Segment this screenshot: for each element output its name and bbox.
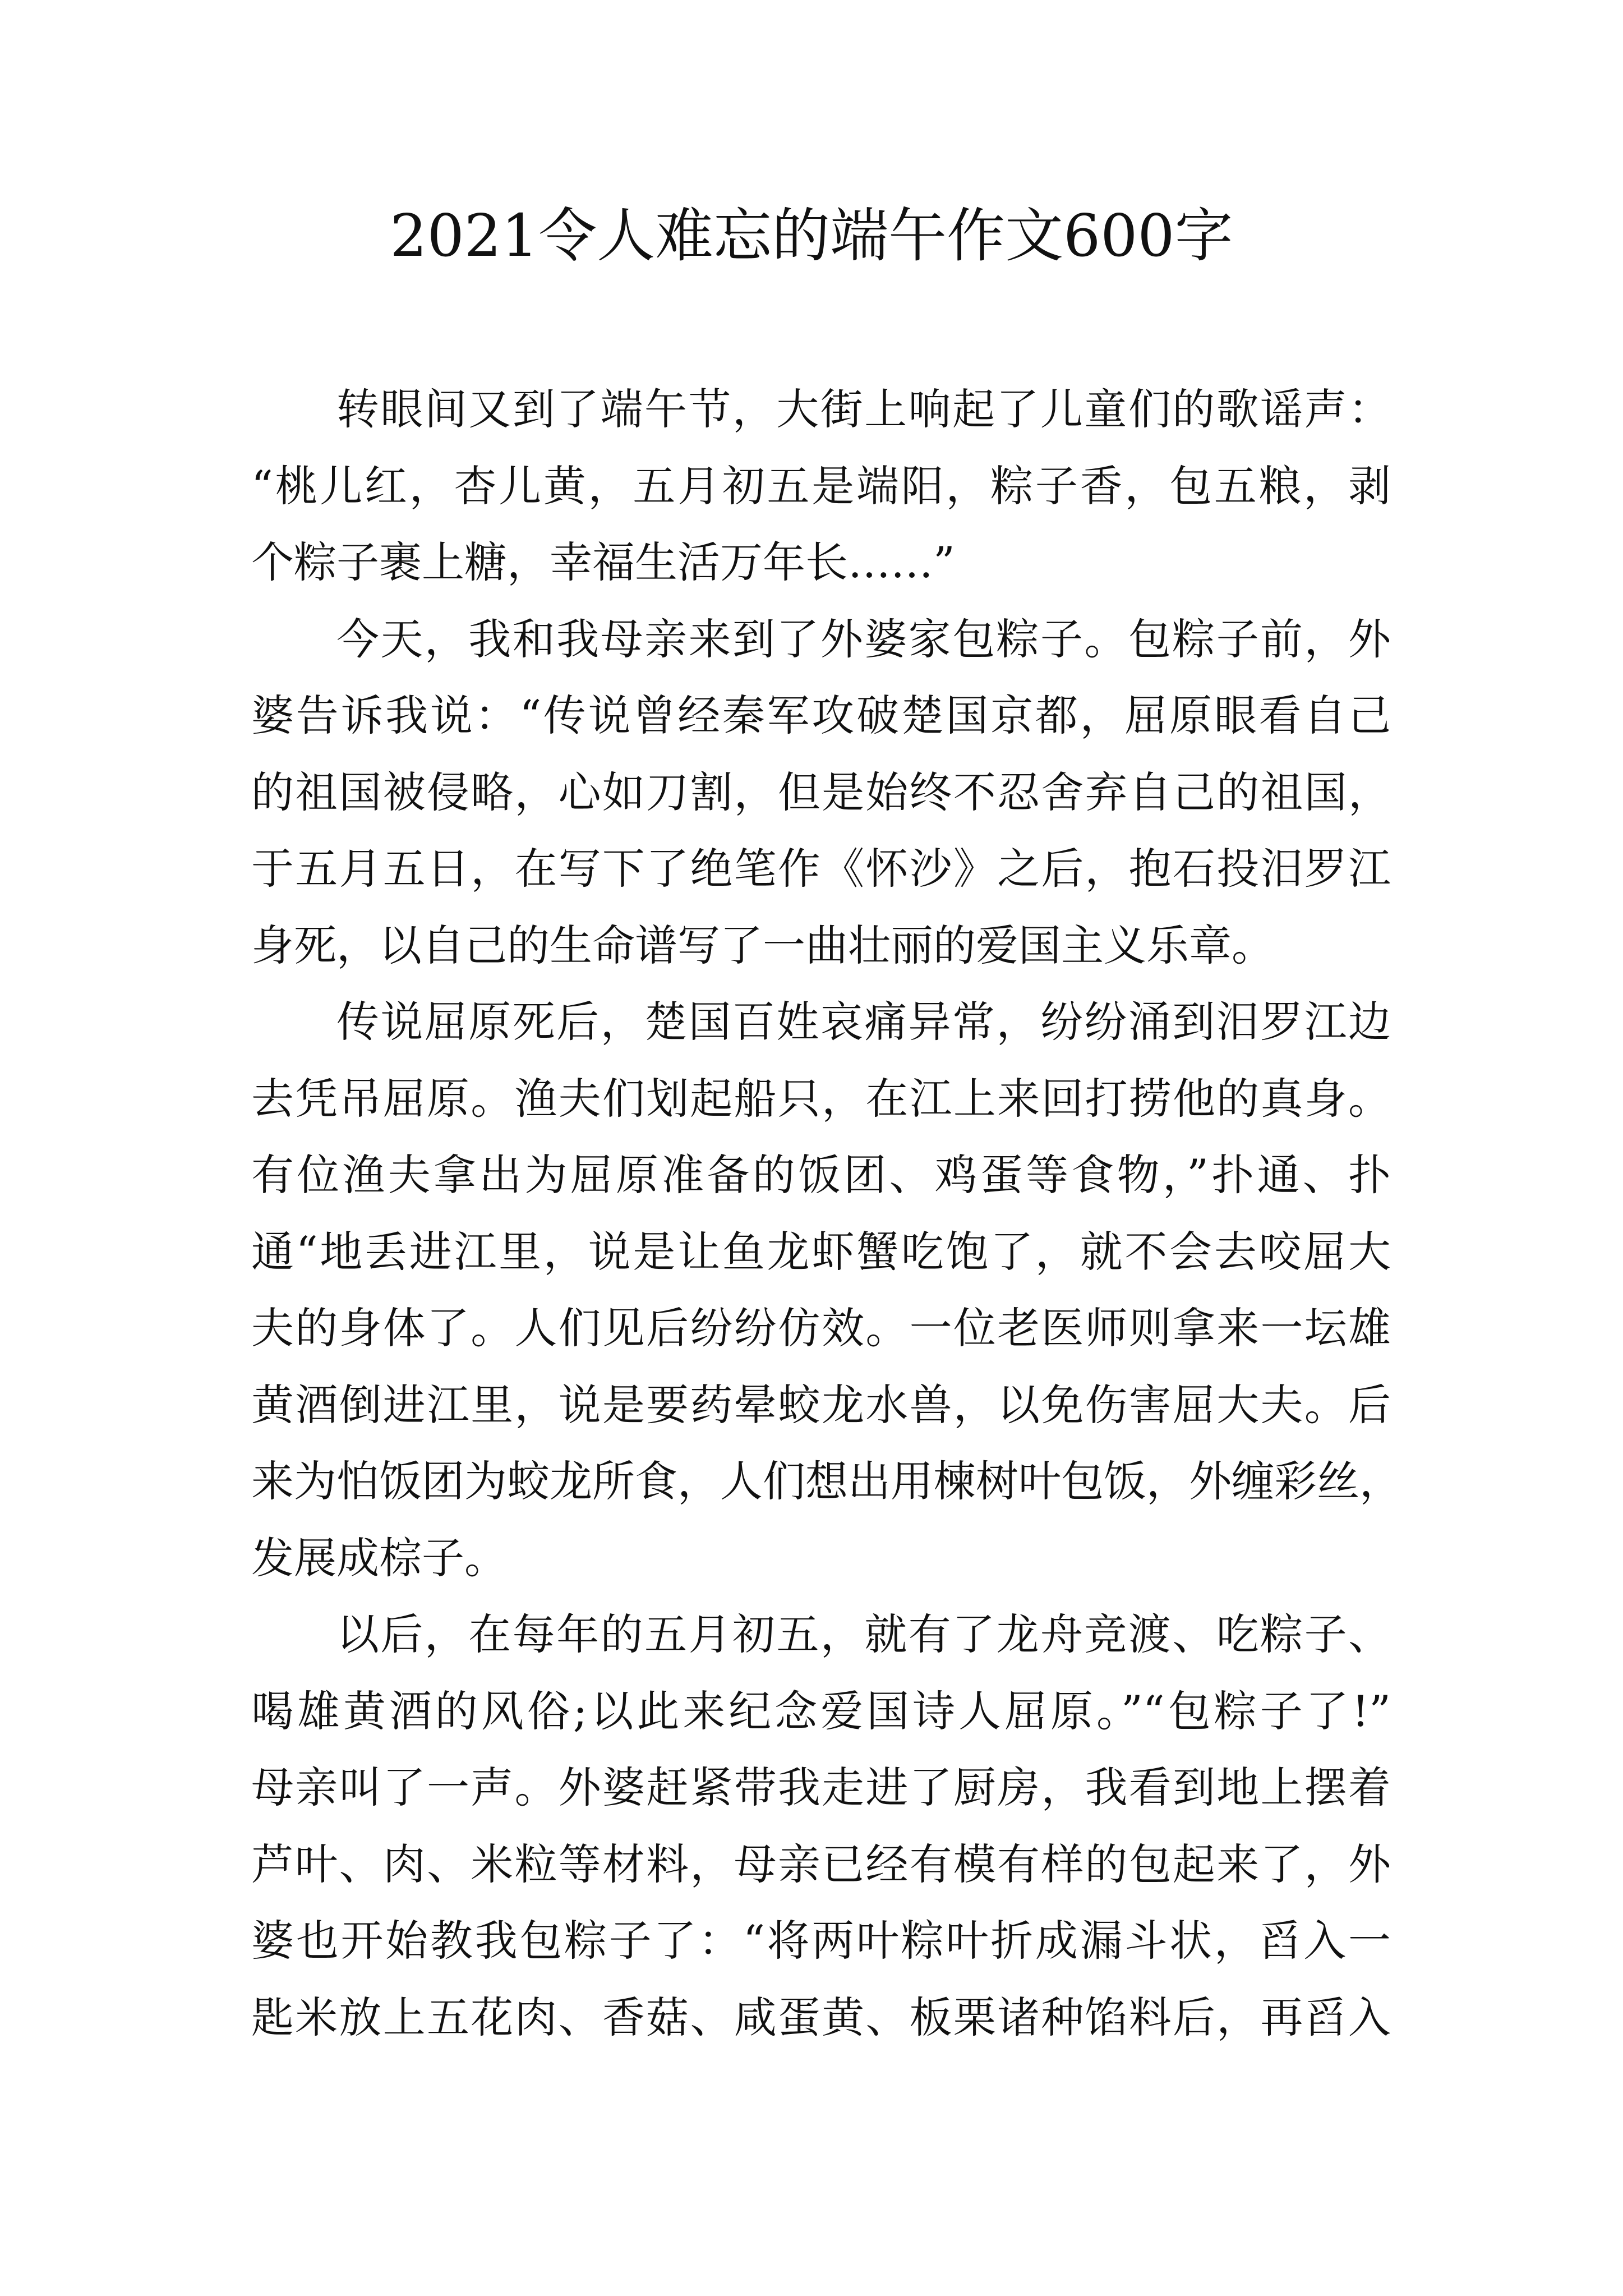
text-line: 今天，我和我母亲来到了外婆家包粽子。包粽子前，外: [336, 614, 1391, 664]
text-line: 去凭吊屈原。渔夫们划起船只，在江上来回打捞他的真身。: [251, 1073, 1391, 1124]
text-line: 发展成棕子。: [251, 1533, 507, 1583]
text-line: 来为怕饭团为蛟龙所食，人们想出用楝树叶包饭，外缠彩丝，: [251, 1456, 1402, 1506]
text-line: 通“地丢进江里，说是让鱼龙虾蟹吃饱了，就不会去咬屈大: [251, 1226, 1391, 1277]
text-line: 婆告诉我说：“传说曾经秦军攻破楚国京都，屈原眼看自己: [251, 691, 1391, 740]
document-body: [251, 371, 1402, 2056]
document-title: 2021令人难忘的端午作文600字: [390, 201, 1233, 270]
text-line: 匙米放上五花肉、香菇、咸蛋黄、板栗诸种馅料后，再舀入: [251, 1992, 1391, 2042]
text-line: 传说屈原死后，楚国百姓哀痛异常，纷纷涌到汨罗江边: [336, 997, 1391, 1047]
text-line: “桃儿红，杏儿黄，五月初五是端阳，粽子香，包五粮，剥: [251, 461, 1391, 511]
text-line: 黄酒倒进江里，说是要药晕蛟龙水兽，以免伤害屈大夫。后: [251, 1379, 1391, 1430]
text-line: 芦叶、肉、米粒等材料，母亲已经有模有样的包起来了，外: [251, 1839, 1391, 1889]
text-line: 个粽子裹上糖，幸福生活万年长……”: [251, 537, 955, 587]
paragraph-4: [251, 1596, 1391, 2056]
text-line: 于五月五日，在写下了绝笔作《怀沙》之后，抱石投汨罗江: [251, 844, 1391, 894]
paragraph-1: [251, 371, 1391, 601]
paragraph-3: [251, 984, 1402, 1596]
text-line: 的祖国被侵略，心如刀割，但是始终不忍舍弃自己的祖国，: [251, 767, 1391, 817]
text-line: 转眼间又到了端午节，大街上响起了儿童们的歌谣声：: [336, 384, 1391, 434]
text-line: 有位渔夫拿出为屈原准备的饭团、鸡蛋等食物，”扑通、扑: [251, 1150, 1391, 1200]
text-line: 母亲叫了一声。外婆赶紧带我走进了厨房，我看到地上摆着: [251, 1763, 1391, 1812]
paragraph-2: [251, 601, 1391, 984]
text-line: 婆也开始教我包粽子了：“将两叶粽叶折成漏斗状，舀入一: [251, 1916, 1391, 1966]
text-line: 以后，在每年的五月初五，就有了龙舟竞渡、吃粽子、: [336, 1609, 1391, 1659]
text-line: 身死，以自己的生命谱写了一曲壮丽的爱国主义乐章。: [251, 920, 1274, 970]
text-line: 夫的身体了。人们见后纷纷仿效。一位老医师则拿来一坛雄: [251, 1303, 1391, 1353]
text-line: 喝雄黄酒的风俗;以此来纪念爱国诗人屈原。”“包粽子了!”: [251, 1686, 1391, 1736]
